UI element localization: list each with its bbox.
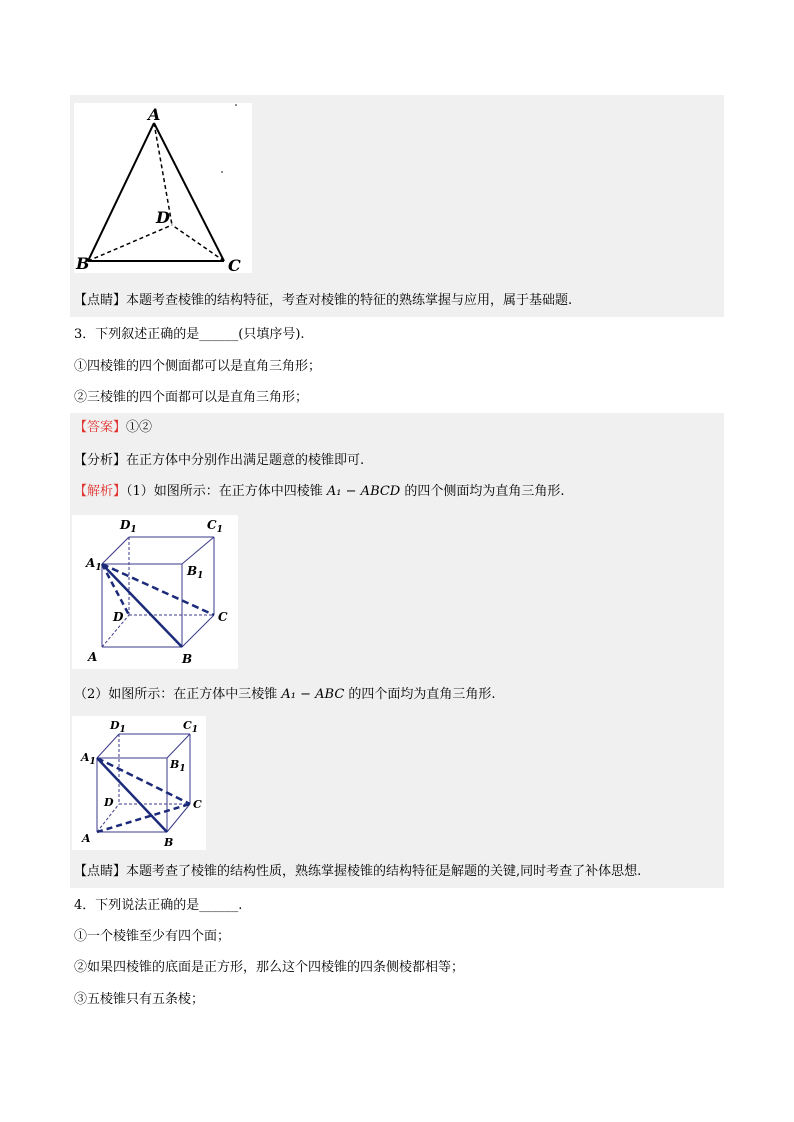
label2-b1: B <box>170 758 180 771</box>
label2-a: A <box>82 832 91 845</box>
vertex-label-a: A <box>148 105 161 124</box>
label-d: D <box>113 610 124 624</box>
question-4-option-1: ①一个棱锥至少有四个面； <box>74 929 231 944</box>
dianjing-tag: 【点睛】 <box>74 293 127 308</box>
label-a1: A <box>86 556 96 570</box>
svg-text:B1: $B_1$ <box>187 564 204 581</box>
label2-d1: D <box>110 719 120 732</box>
label2-c: C <box>193 798 202 811</box>
svg-text:C1: $C_1$ <box>207 518 223 535</box>
label2-a1: A <box>81 751 90 764</box>
answer-tag: 【答案】 <box>74 420 127 435</box>
analysis-line <box>74 452 364 470</box>
vertex-label-d: D <box>156 208 170 227</box>
question-3-option-2: ②三棱锥的四个面都可以是直角三角形； <box>74 390 309 405</box>
svg-text:D1: $D_1$ <box>120 518 137 535</box>
question-4-stem: 4．下列说法正确的是______. <box>74 898 243 913</box>
question-4-option-2: ②如果四棱锥的底面是正方形，那么这个四棱锥的四条侧棱都相等； <box>74 960 465 975</box>
svg-text:A1: $A_1$ <box>86 556 102 573</box>
svg-text:A1: $A_1$ <box>81 751 96 767</box>
answer-line <box>74 419 152 437</box>
solution-part-2-post: 的四个面均为直角三角形. <box>344 687 496 702</box>
label-b: B <box>182 652 193 666</box>
solution-part-1 <box>74 483 565 501</box>
label2-c1: C <box>183 719 192 732</box>
question-3-option-1: ①四棱锥的四个侧面都可以是直角三角形； <box>74 359 322 374</box>
solution-part-1-math: A₁ − ABCD <box>326 484 401 499</box>
question-3-stem: 3．下列叙述正确的是______(只填序号). <box>74 327 305 342</box>
dianjing-2 <box>74 863 641 881</box>
svg-text:C1: $C_1$ <box>183 719 199 735</box>
dianjing-2-tag: 【点睛】 <box>74 864 127 879</box>
svg-text:D1: $D_1$ <box>110 719 126 735</box>
answer-text: ①② <box>126 420 153 435</box>
vertex-label-b: B <box>76 254 90 273</box>
solution-part-1-pre: （1）如图所示：在正方体中四棱锥 <box>126 484 327 499</box>
question-4-option-3: ③五棱锥只有五条棱； <box>74 992 205 1007</box>
analysis-text: 在正方体中分别作出满足题意的棱锥即可. <box>126 453 365 468</box>
label-c: C <box>218 610 228 624</box>
solution-tag: 【解析】 <box>74 484 127 499</box>
tetrahedron-figure <box>74 103 252 273</box>
analysis-tag: 【分析】 <box>74 453 127 468</box>
solution-part-2-pre: （2）如图所示：在正方体中三棱锥 <box>74 687 282 702</box>
cube-figure-2 <box>72 716 206 850</box>
solution-part-1-post: 的四个侧面均为直角三角形. <box>400 484 565 499</box>
cube-figure-1 <box>72 515 238 669</box>
label2-d: D <box>104 796 114 809</box>
label-a: A <box>88 650 98 664</box>
vertex-label-c: C <box>228 256 241 273</box>
dianjing-2-text: 本题考查了棱锥的结构性质，熟练掌握棱锥的结构特征是解题的关键,同时考查了补体思想. <box>126 864 642 879</box>
label-b1: B <box>187 564 198 578</box>
solution-part-2 <box>74 686 496 704</box>
dianjing-text: 本题考查棱锥的结构特征，考查对棱锥的特征的熟练掌握与应用，属于基础题. <box>126 293 573 308</box>
svg-text:B1: $B_1$ <box>170 758 186 774</box>
label-c1: C <box>207 518 217 532</box>
label-d1: D <box>120 518 131 532</box>
solution-part-2-math: A₁ − ABC <box>281 687 345 702</box>
dianjing-1 <box>74 292 572 310</box>
label2-b: B <box>164 836 174 849</box>
